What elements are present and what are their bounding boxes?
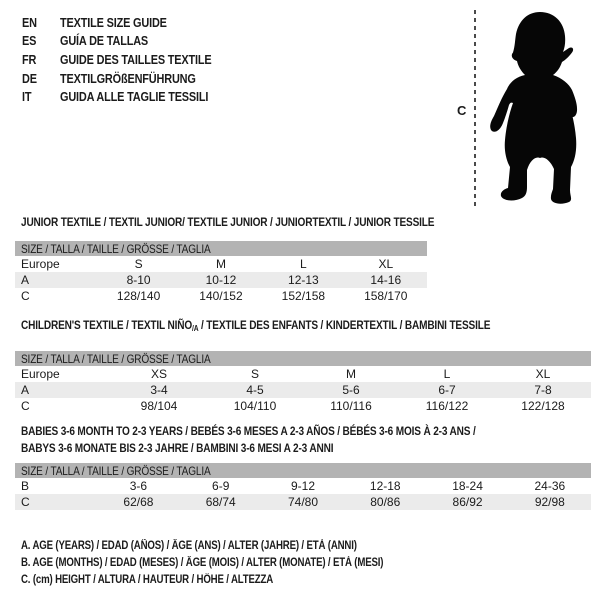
footnote-b [21, 554, 452, 571]
lang-row-fr [22, 50, 240, 69]
row-label-cell: Europe [21, 257, 60, 271]
junior-section-title [21, 215, 435, 229]
table-row [15, 366, 591, 382]
lang-label-es: GUÍA DE TALLAS [60, 33, 149, 49]
size-header-label: SIZE / TALLA / TAILLE / GRÖSSE / TAGLIA [21, 463, 211, 478]
size-value-cell: M [215, 257, 226, 271]
babies-section-title-line1 [21, 424, 591, 438]
size-value-cell: 4-5 [207, 382, 303, 398]
junior-size-table [15, 241, 427, 304]
lang-row-it [22, 87, 240, 106]
children-title-pre: CHILDREN'S TEXTILE / TEXTIL NIÑO [21, 318, 193, 332]
lang-code-de: DE [22, 70, 37, 86]
children-size-table [15, 351, 591, 414]
size-value-cell: 62/68 [97, 494, 179, 510]
row-label-cell: Europe [21, 367, 60, 381]
babies-section-title-line2 [21, 441, 591, 455]
size-value-cell: 5-6 [303, 382, 399, 398]
size-value-cell: S [134, 257, 143, 271]
size-value-cell: 3-4 [111, 382, 207, 398]
size-value-cell: XL [378, 257, 394, 271]
size-value-cell: 98/104 [140, 399, 178, 413]
babies-title-line2-text: BABYS 3-6 MONATE BIS 2-3 JAHRE / BAMBINI 3-6 MESI A 2-3 ANNI [21, 441, 334, 455]
toddler-silhouette-image [482, 4, 599, 206]
size-value-cell: XL [535, 367, 551, 381]
size-value-cell: L [300, 257, 307, 271]
lang-row-es [22, 32, 240, 51]
table-row [15, 398, 591, 414]
row-label-cell: B [21, 479, 30, 493]
babies-title-line1-text: BABIES 3-6 MONTH TO 2-3 YEARS / BEBÉS 3-6 MESES A 2-3 AÑOS / BÉBÉS 3-6 MOIS À 2-3 ANS / [21, 424, 476, 438]
table-row [15, 478, 591, 494]
size-value-cell: L [443, 367, 451, 381]
size-value-cell: 3-6 [129, 479, 148, 493]
size-value-cell: 12-13 [262, 272, 344, 288]
language-list [22, 13, 240, 106]
size-value-cell: 8-10 [97, 272, 179, 288]
babies-size-table [15, 463, 591, 510]
size-value-cell: 122/128 [521, 399, 565, 413]
size-header-label: SIZE / TALLA / TAILLE / GRÖSSE / TAGLIA [21, 351, 211, 366]
table-row [15, 272, 427, 288]
table-row [15, 494, 591, 510]
size-figure [455, 4, 600, 208]
size-value-cell: 18-24 [452, 479, 483, 493]
size-value-cell: 158/170 [364, 289, 408, 303]
size-value-cell: 116/122 [425, 399, 469, 413]
height-measure-line [474, 10, 476, 206]
size-value-cell: 104/110 [233, 399, 277, 413]
size-header-bar [15, 241, 427, 256]
lang-label-de: TEXTILGRÖßENFÜHRUNG [60, 70, 196, 86]
row-label-cell: C [21, 289, 30, 303]
lang-code-es: ES [22, 33, 37, 49]
row-label-cell: C [15, 494, 97, 510]
lang-code-en: EN [22, 14, 37, 30]
size-value-cell: 110/116 [330, 399, 372, 413]
size-value-cell: 24-36 [534, 479, 566, 493]
size-value-cell: 6-7 [399, 382, 495, 398]
footnote-a-text: A. AGE (YEARS) / EDAD (AÑOS) / ÂGE (ANS) / ALTER (JAHRE) / ETÀ (ANNI) [21, 539, 357, 552]
size-value-cell: 14-16 [345, 272, 427, 288]
section-children [15, 318, 591, 414]
size-header-bar [15, 351, 591, 366]
row-label-cell: C [21, 399, 30, 413]
section-junior [15, 215, 435, 304]
lang-row-en [22, 13, 240, 32]
footnote-a [21, 537, 452, 554]
footnote-c [21, 572, 452, 589]
lang-label-en: TEXTILE SIZE GUIDE [60, 14, 167, 30]
table-row [15, 382, 591, 398]
size-value-cell: 6-9 [212, 479, 230, 493]
size-value-cell: 128/140 [116, 289, 161, 303]
size-value-cell: 92/98 [509, 494, 591, 510]
size-value-cell: 80/86 [344, 494, 426, 510]
size-header-label: SIZE / TALLA / TAILLE / GRÖSSE / TAGLIA [21, 241, 211, 256]
size-value-cell: 9-12 [290, 479, 315, 493]
lang-code-it: IT [22, 89, 32, 105]
size-value-cell: 140/152 [199, 289, 243, 303]
size-value-cell: 86/92 [426, 494, 508, 510]
size-value-cell: XS [150, 367, 167, 381]
size-value-cell: 12-18 [369, 479, 401, 493]
footnotes [21, 537, 452, 589]
lang-label-fr: GUIDE DES TAILLES TEXTILE [60, 51, 212, 67]
lang-row-de [22, 69, 240, 88]
size-value-cell: 68/74 [180, 494, 262, 510]
children-section-title [21, 318, 591, 336]
size-value-cell: 10-12 [180, 272, 262, 288]
footnote-c-text: C. (cm) HEIGHT / ALTURA / HAUTEUR / HÖHE / ALTEZZA [21, 574, 274, 587]
size-value-cell: M [346, 367, 356, 381]
children-title-sub: /A [192, 324, 199, 333]
size-value-cell: 7-8 [495, 382, 591, 398]
table-row [15, 256, 427, 272]
children-title-post: / TEXTILE DES ENFANTS / KINDERTEXTIL / BAMBINI TESSILE [198, 318, 491, 332]
section-babies [15, 424, 591, 510]
size-value-cell: 74/80 [262, 494, 344, 510]
footnote-b-text: B. AGE (MONTHS) / EDAD (MESES) / ÂGE (MOIS) / ALTER (MONATE) / ETÀ (MESI) [21, 556, 384, 569]
measure-label-c: C [457, 103, 467, 118]
lang-code-fr: FR [22, 51, 37, 67]
size-value-cell: S [250, 367, 259, 381]
size-header-bar [15, 463, 591, 478]
row-label-cell: A [15, 272, 97, 288]
size-value-cell: 152/158 [281, 289, 326, 303]
row-label-cell: A [15, 382, 111, 398]
lang-label-it: GUIDA ALLE TAGLIE TESSILI [60, 89, 209, 105]
junior-title-text: JUNIOR TEXTILE / TEXTIL JUNIOR/ TEXTILE JUNIOR / JUNIORTEXTIL / JUNIOR TESSILE [21, 215, 435, 229]
table-row [15, 288, 427, 304]
